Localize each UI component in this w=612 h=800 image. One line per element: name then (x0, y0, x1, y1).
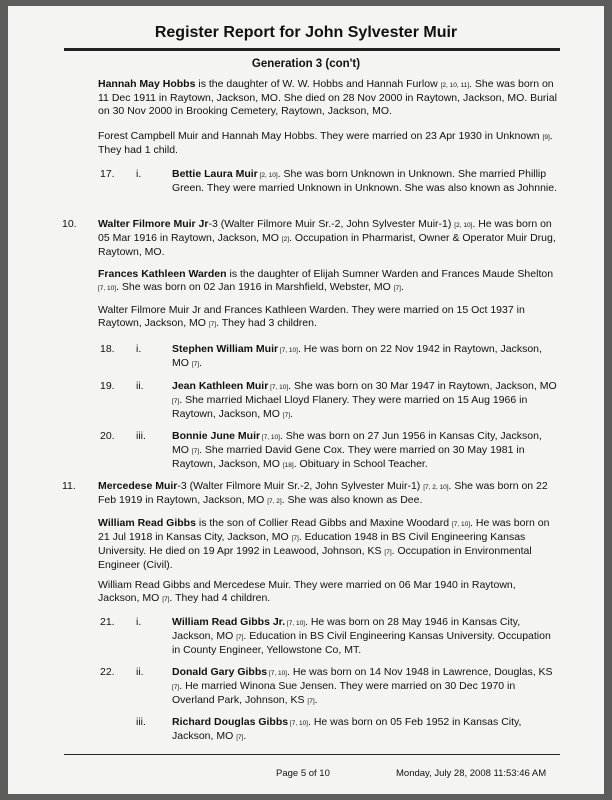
person-number: 11. (62, 480, 76, 492)
footer-rule (64, 754, 560, 755)
spouse-entry-frances: Frances Kathleen Warden is the daughter of Elijah Sumner Warden and Frances Maude Shelton [7, 10]. She was born on 02 Jan 1916 in Marshfield, Webster, MO [7]. (98, 268, 554, 293)
spouse-entry-hannah: Hannah May Hobbs is the daughter of W. W. Hobbs and Hannah Furlow [2, 10, 11]. She was born on 11 Dec 1911 in Raytown, Jackson, MO. She died on 28 Nov 2000 in Raytown, Jackson, MO. Burial on 30 Nov 2000 in Brooking Cemetery, Raytown, Jackson, MO. (98, 78, 557, 117)
child-entry-william-jr: William Read Gibbs Jr. [7, 10]. He was born on 28 May 1946 in Kansas City, Jackson, MO [7]. Education in BS Civil Engineering Kansas University. Occupation in County Engineer, Yellowstone Co, MT. (172, 616, 551, 656)
report-date: Monday, July 28, 2008 11:53:46 AM (396, 768, 547, 779)
child-entry-donald: Donald Gary Gibbs [7, 10]. He was born on 14 Nov 1948 in Lawrence, Douglas, KS [7]. He married Winona Sue Jensen. They were married on 30 Dec 1970 in Overland Park, Johnson, KS [7]. (172, 666, 553, 706)
child-number: 20. (100, 430, 115, 442)
title-rule (64, 48, 560, 51)
person-number: 10. (62, 218, 77, 230)
child-entry-bettie: Bettie Laura Muir [2, 10]. She was born Unknown in Unknown. She married Phillip Green. They were married Unknown in Unknown. She was also known as Johnnie. (172, 168, 558, 194)
child-roman: i. (136, 168, 142, 180)
spouse-entry-william: William Read Gibbs is the son of Collier Read Gibbs and Maxine Woodard [7, 10]. He was born on 21 Jul 1918 in Kansas City, Jackson, MO [7]. Education 1948 in BS Civil Engineering Kansas University. He died on 19 Apr 1992 in Leawood, Johnson, KS [7]. Occupation in Environmental Engineer (Civil). (98, 517, 550, 571)
report-page (8, 6, 604, 794)
child-number: 19. (100, 380, 115, 392)
report-title: Register Report for John Sylvester Muir (154, 24, 458, 41)
person-entry-mercedese: Mercedese Muir-3 (Walter Filmore Muir Sr.-2, John Sylvester Muir-1) [7, 2, 10]. She was born on 22 Feb 1919 in Raytown, Jackson, MO [7, 2]. She was also known as Dee. (98, 480, 548, 506)
marriage-entry: Walter Filmore Muir Jr and Frances Kathleen Warden. They were married on 15 Oct 1937 in Raytown, Jackson, MO [7]. They had 3 children. (98, 304, 525, 329)
child-entry-stephen: Stephen William Muir [7, 10]. He was born on 22 Nov 1942 in Raytown, Jackson, MO [7]. (172, 343, 542, 369)
child-entry-bonnie: Bonnie June Muir [7, 10]. She was born on 27 Jun 1956 in Kansas City, Jackson, MO [7]. She married David Gene Cox. They were married on 30 May 1981 in Raytown, Jackson, MO [18]. Obituary in School Teacher. (172, 430, 542, 470)
marriage-entry: Forest Campbell Muir and Hannah May Hobbs. They were married on 23 Apr 1930 in Unknown [9]. They had 1 child. (98, 130, 553, 156)
child-entry-jean: Jean Kathleen Muir [7, 10]. She was born on 30 Mar 1947 in Raytown, Jackson, MO [7]. She married Michael Lloyd Flanery. They were married on 15 Aug 1966 in Raytown, Jackson, MO [7]. (172, 380, 557, 420)
child-entry-richard: Richard Douglas Gibbs [7, 10]. He was born on 05 Feb 1952 in Kansas City, Jackson, MO [7]. (172, 716, 522, 742)
child-roman: i. (136, 616, 142, 628)
marriage-entry: William Read Gibbs and Mercedese Muir. They were married on 06 Mar 1940 in Raytown, Jackson, MO [7]. They had 4 children. (98, 579, 516, 604)
child-roman: iii. (136, 716, 146, 728)
child-roman: ii. (136, 380, 144, 392)
child-roman: ii. (136, 666, 144, 678)
child-roman: i. (136, 343, 142, 355)
child-number: 22. (100, 666, 115, 678)
child-number: 17. (100, 168, 115, 180)
person-entry-walter: Walter Filmore Muir Jr-3 (Walter Filmore Muir Sr.-2, John Sylvester Muir-1) [2, 10]. He was born on 05 Mar 1916 in Raytown, Jackson, MO [2]. Occupation in Pharmarist, Owner & Operator Muir Drug, Raytown, MO. (98, 218, 556, 258)
person-name: Hannah May Hobbs (98, 78, 196, 90)
generation-heading: Generation 3 (con't) (251, 58, 361, 70)
child-number: 21. (100, 616, 115, 628)
page-number: Page 5 of 10 (276, 768, 330, 779)
child-roman: iii. (136, 430, 146, 442)
child-number: 18. (100, 343, 115, 355)
